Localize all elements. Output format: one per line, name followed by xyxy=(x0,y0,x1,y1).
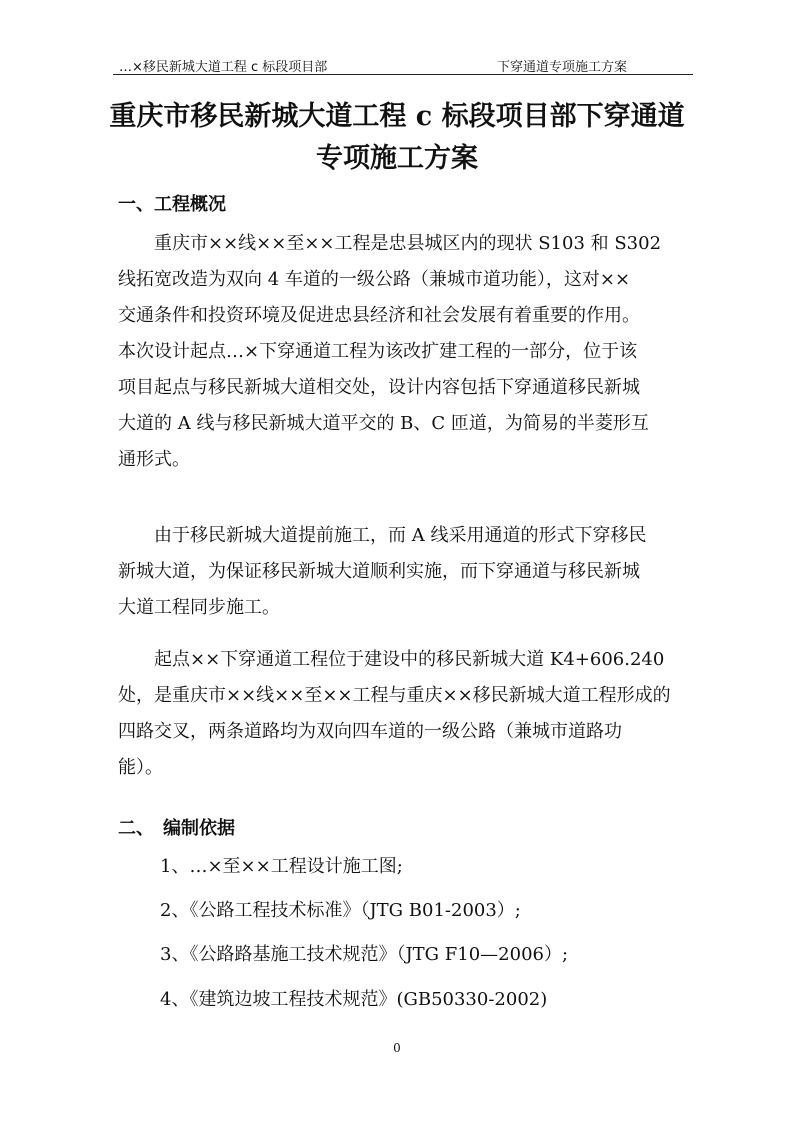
paragraph-overview-2 xyxy=(118,518,698,626)
paragraph-overview-1 xyxy=(118,226,698,478)
section-heading-overview: 一、工程概况 xyxy=(118,194,226,215)
text-line: 起点××下穿通道工程位于建设中的移民新城大道 K4+606.240 xyxy=(154,649,665,670)
document-title-line-1: 重庆市移民新城大道工程 c 标段项目部下穿通道 xyxy=(109,101,685,132)
text-line: 通形式。 xyxy=(118,449,190,470)
text-line: 交通条件和投资环境及促进忠县经济和社会发展有着重要的作用。 xyxy=(118,305,640,326)
page-header xyxy=(113,52,693,75)
reference-item-3: 3、《公路路基施工技术规范》（JTG F10—2006）; xyxy=(160,944,569,965)
text-line: 处，是重庆市××线××至××工程与重庆××移民新城大道工程形成的 xyxy=(118,685,671,706)
text-line: 四路交叉，两条道路均为双向四车道的一级公路（兼城市道路功 xyxy=(118,721,622,742)
reference-item-4: 4、《建筑边坡工程技术规范》(GB50330-2002) xyxy=(160,989,548,1010)
text-line: 新城大道，为保证移民新城大道顺利实施，而下穿通道与移民新城 xyxy=(118,561,640,582)
section-heading-basis: 二、 编制依据 xyxy=(118,818,235,839)
reference-item-2: 2、《公路工程技术标准》（JTG B01-2003）; xyxy=(160,900,521,921)
text-line: 线拓宽改造为双向 4 车道的一级公路（兼城市道功能），这对×× xyxy=(118,269,631,290)
text-line: 项目起点与移民新城大道相交处，设计内容包括下穿通道移民新城 xyxy=(118,377,640,398)
paragraph-overview-3 xyxy=(118,642,698,786)
page-number: 0 xyxy=(393,1041,401,1055)
text-line: 能）。 xyxy=(118,757,163,778)
text-line: 由于移民新城大道提前施工，而 A 线采用通道的形式下穿移民 xyxy=(154,525,647,546)
text-line: 本次设计起点…×下穿通道工程为该改扩建工程的一部分，位于该 xyxy=(118,341,638,362)
text-line: 大道的 A 线与移民新城大道平交的 B、C 匝道，为简易的半菱形互 xyxy=(118,413,649,434)
document-title-line-2: 专项施工方案 xyxy=(316,143,478,174)
text-line: 大道工程同步施工。 xyxy=(118,597,280,618)
text-line: 重庆市××线××至××工程是忠县城区内的现状 S103 和 S302 xyxy=(154,233,662,254)
header-right-text: 下穿通道专项施工方案 xyxy=(497,60,628,75)
reference-item-1: 1、…×至××工程设计施工图; xyxy=(160,856,403,877)
header-left-text: …×移民新城大道工程 c 标段项目部 xyxy=(119,60,328,75)
